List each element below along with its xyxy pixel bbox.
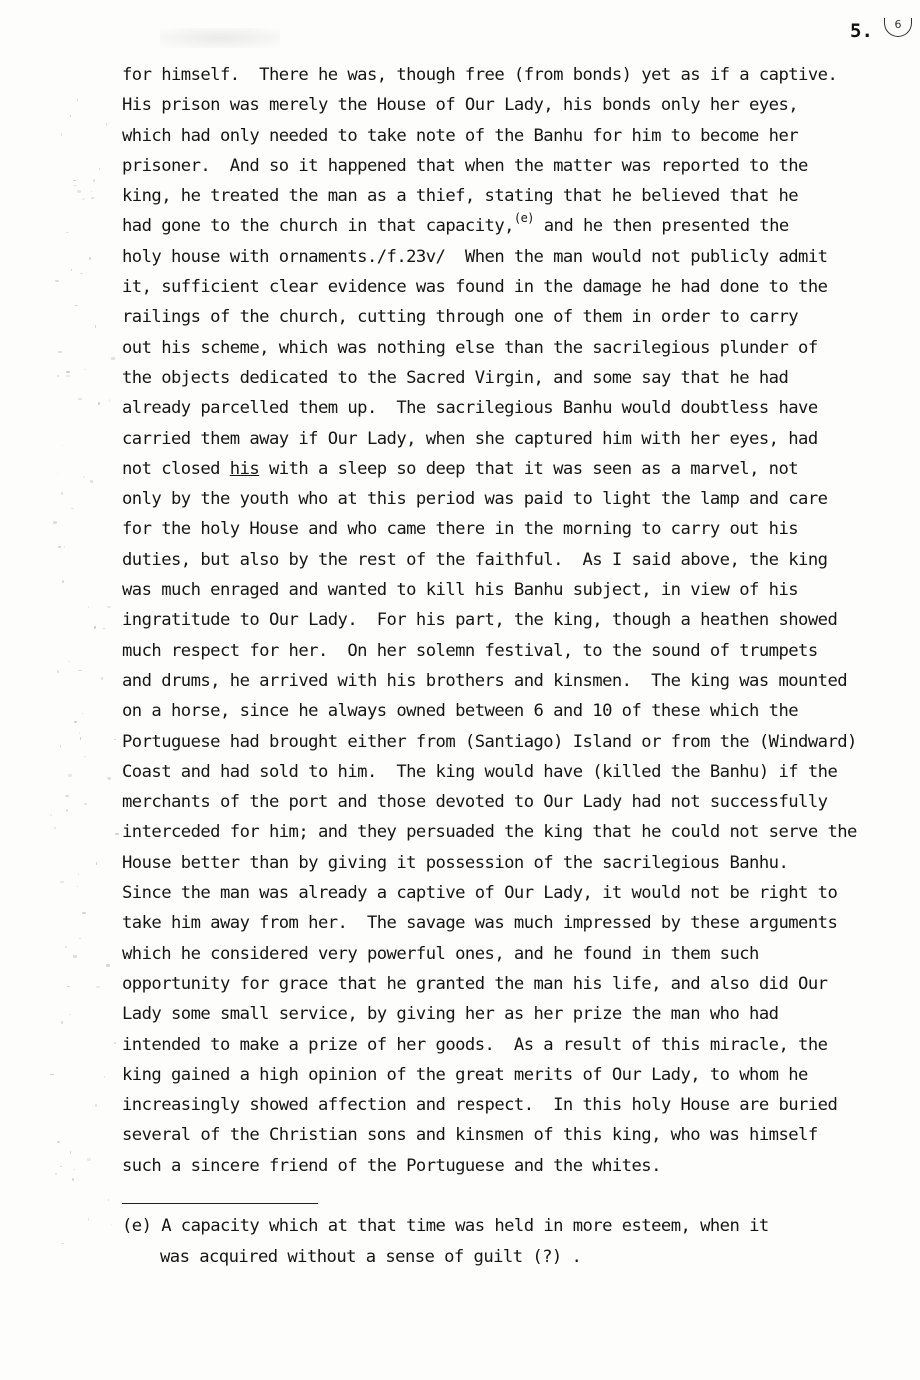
body-line-4: prisoner. And so it happened that when the matter was reported to the <box>122 155 808 176</box>
margin-speck <box>114 1042 116 1044</box>
margin-speck <box>74 721 77 723</box>
footnote-divider <box>122 1203 318 1204</box>
margin-speck <box>114 739 116 740</box>
body-line-32: Lady some small service, by giving her as her prize the man who had <box>122 1004 779 1025</box>
body-line-31: opportunity for grace that he granted the man his life, and also did Our <box>122 973 828 994</box>
body-line-34: king gained a high opinion of the great merits of Our Lady, to whom he <box>122 1064 808 1085</box>
margin-speck <box>91 197 94 199</box>
margin-speck <box>66 375 70 377</box>
body-line-35: increasingly showed affection and respect. In this holy House are buried <box>122 1095 838 1116</box>
margin-speck <box>54 827 56 829</box>
margin-speck <box>65 795 69 797</box>
margin-speck <box>107 606 111 608</box>
margin-speck <box>62 580 64 583</box>
body-line-37: such a sincere friend of the Portuguese and the whites. <box>122 1155 661 1176</box>
body-line-13: carried them away if Our Lady, when she captured him with her eyes, had <box>122 428 818 449</box>
margin-speck <box>106 964 110 967</box>
margin-speck <box>88 1218 89 1221</box>
margin-speck <box>65 946 67 948</box>
margin-speck <box>82 713 83 714</box>
body-line-8: it, sufficient clear evidence was found in the damage he had done to the <box>122 277 828 298</box>
body-line-1: for himself. There he was, though free (from bonds) yet as if a captive. <box>122 65 838 85</box>
margin-speck <box>101 677 103 680</box>
margin-speck <box>75 305 78 306</box>
body-line-16: for the holy House and who came there in the morning to carry out his <box>122 519 799 540</box>
footnote-marker: (e) <box>122 1216 152 1236</box>
margin-speck <box>71 508 74 509</box>
margin-speck <box>70 1151 71 1154</box>
margin-speck <box>73 185 77 186</box>
margin-speck <box>64 546 65 548</box>
margin-speck <box>108 1199 109 1201</box>
body-line-28: Since the man was already a captive of Our Lady, it would not be right to <box>122 883 838 904</box>
margin-speck <box>99 168 100 170</box>
margin-speck <box>58 351 62 353</box>
body-line-29: take him away from her. The savage was much impressed by these arguments <box>122 913 838 934</box>
body-line-20: much respect for her. On her solemn festival, to the sound of trumpets <box>122 640 818 661</box>
body-line-25: merchants of the port and those devoted to Our Lady had not successfully <box>122 792 828 813</box>
margin-speck <box>78 874 79 875</box>
margin-speck <box>58 546 61 548</box>
footnote-reference: (e) <box>513 211 534 226</box>
margin-speck <box>70 115 71 117</box>
margin-speck <box>57 473 58 474</box>
page-number: 5. <box>850 20 873 42</box>
body-line-36: several of the Christian sons and kinsmen of this king, who was himself <box>122 1125 818 1146</box>
body-line-2: His prison was merely the House of Our Lady, his bonds only her eyes, <box>122 95 799 116</box>
body-line-17: duties, but also by the rest of the faithful. As I said above, the king <box>122 549 828 570</box>
margin-speck <box>53 521 57 524</box>
margin-speck <box>57 670 59 673</box>
margin-speck <box>96 986 100 988</box>
margin-speck <box>50 1074 54 1075</box>
margin-speck <box>78 670 82 671</box>
margin-speck <box>83 476 85 478</box>
margin-speck <box>77 99 78 101</box>
body-text <box>122 60 912 1181</box>
margin-speck <box>61 1243 64 1244</box>
footnote-text-1: A capacity which at that time was held in more esteem, when it <box>151 1216 769 1236</box>
body-line-26: interceded for him; and they persuaded the king that he could not serve the <box>122 822 857 843</box>
margin-speck <box>57 375 59 377</box>
body-line-22: on a horse, since he always owned between 6 and 10 of these which the <box>122 701 799 722</box>
margin-speck <box>79 732 80 734</box>
margin-speck <box>68 661 70 662</box>
margin-speck <box>95 325 96 328</box>
margin-speck <box>78 398 82 400</box>
body-line-7: holy house with ornaments./f.23v/ When the man would not publicly admit <box>122 246 828 267</box>
body-line-10: out his scheme, which was nothing else than the sacrilegious plunder of <box>122 337 818 358</box>
margin-speck <box>55 1173 57 1175</box>
margin-speck <box>50 814 52 816</box>
margin-speck <box>66 232 69 233</box>
corner-handwritten-mark: 6 <box>884 18 912 37</box>
body-line-33: intended to make a prize of her goods. As a result of this miracle, the <box>122 1034 828 1055</box>
margin-speck <box>84 369 86 370</box>
margin-speck <box>88 606 89 608</box>
margin-speck <box>67 986 70 987</box>
margin-speck <box>69 1014 71 1015</box>
margin-speck <box>89 257 91 260</box>
margin-speck <box>60 1166 62 1167</box>
margin-speck <box>84 803 87 805</box>
margin-speck <box>111 357 115 360</box>
margin-speck <box>68 774 72 777</box>
margin-speck <box>66 371 70 373</box>
margin-speck <box>77 190 81 193</box>
body-line-21: and drums, he arrived with his brothers and kinsmen. The king was mounted <box>122 670 848 691</box>
body-line-14-head: not closed <box>122 458 230 479</box>
margin-speck <box>71 269 72 271</box>
margin-speck <box>106 123 107 126</box>
margin-speck <box>104 1076 105 1078</box>
margin-speck <box>80 737 81 740</box>
margin-speck <box>84 756 86 757</box>
body-line-15: only by the youth who at this period was paid to light the lamp and care <box>122 489 828 510</box>
margin-speck <box>80 273 83 274</box>
margin-speck <box>87 1158 91 1161</box>
underlined-word: his <box>229 458 260 479</box>
margin-speck <box>72 1178 74 1181</box>
margin-speck <box>60 881 64 883</box>
margin-speck <box>115 833 119 835</box>
body-line-23: Portuguese had brought either from (Santiago) Island or from the (Windward) <box>122 731 857 752</box>
body-line-6-head: had gone to the church in that capacity, <box>122 216 514 237</box>
margin-speck <box>61 492 63 495</box>
body-line-27: House better than by giving it possession of the sacrilegious Banhu. <box>122 852 789 873</box>
body-line-11: the objects dedicated to the Sacred Virgin, and some say that he had <box>122 367 789 388</box>
margin-speck <box>107 777 111 779</box>
margin-speck <box>55 280 59 282</box>
body-line-30: which he considered very powerful ones, and he found in them such <box>122 943 759 964</box>
margin-speck <box>109 399 110 402</box>
margin-speck <box>62 445 63 446</box>
body-line-14 <box>122 454 912 484</box>
body-line-18: was much enraged and wanted to kill his Banhu subject, in view of his <box>122 580 799 601</box>
margin-speck <box>91 191 92 192</box>
margin-speck <box>66 809 68 812</box>
margin-speck <box>79 938 81 939</box>
margin-speck <box>74 1169 75 1170</box>
footnote-line-1 <box>122 1211 882 1242</box>
margin-speck <box>103 628 105 629</box>
margin-speck <box>73 955 77 958</box>
paper-smudge <box>160 28 280 48</box>
margin-bleed-through <box>50 90 120 1270</box>
margin-speck <box>98 402 100 405</box>
margin-speck <box>82 912 86 914</box>
body-line-3: which had only needed to take note of the Banhu for him to become her <box>122 125 799 146</box>
body-line-19: ingratitude to Our Lady. For his part, the king, though a heathen showed <box>122 610 838 631</box>
margin-speck <box>95 1104 97 1107</box>
body-line-9: railings of the church, cutting through one of them in order to carry <box>122 307 799 328</box>
body-line-5: king, he treated the man as a thief, stating that he believed that he <box>122 186 799 207</box>
body-line-24: Coast and had sold to him. The king would have (killed the Banhu) if the <box>122 761 838 782</box>
body-line-6 <box>122 211 912 241</box>
margin-speck <box>61 133 62 136</box>
margin-speck <box>77 886 78 887</box>
body-line-14-tail: with a sleep so deep that it was seen as a marvel, not <box>259 458 799 479</box>
footnote <box>122 1211 882 1273</box>
footnote-line-2: was acquired without a sense of guilt (?) . <box>160 1247 582 1267</box>
margin-speck <box>60 745 61 748</box>
margin-speck <box>108 779 111 780</box>
margin-speck <box>96 862 97 865</box>
margin-speck <box>73 180 76 181</box>
margin-speck <box>57 1141 60 1143</box>
margin-speck <box>90 480 93 483</box>
margin-speck <box>61 1021 63 1024</box>
margin-speck <box>93 179 95 182</box>
body-line-6-tail: and he then presented the <box>533 216 789 237</box>
margin-speck <box>94 626 96 629</box>
margin-speck <box>111 1224 112 1225</box>
body-line-12: already parcelled them up. The sacrilegious Banhu would doubtless have <box>122 398 818 419</box>
margin-speck <box>82 198 85 200</box>
